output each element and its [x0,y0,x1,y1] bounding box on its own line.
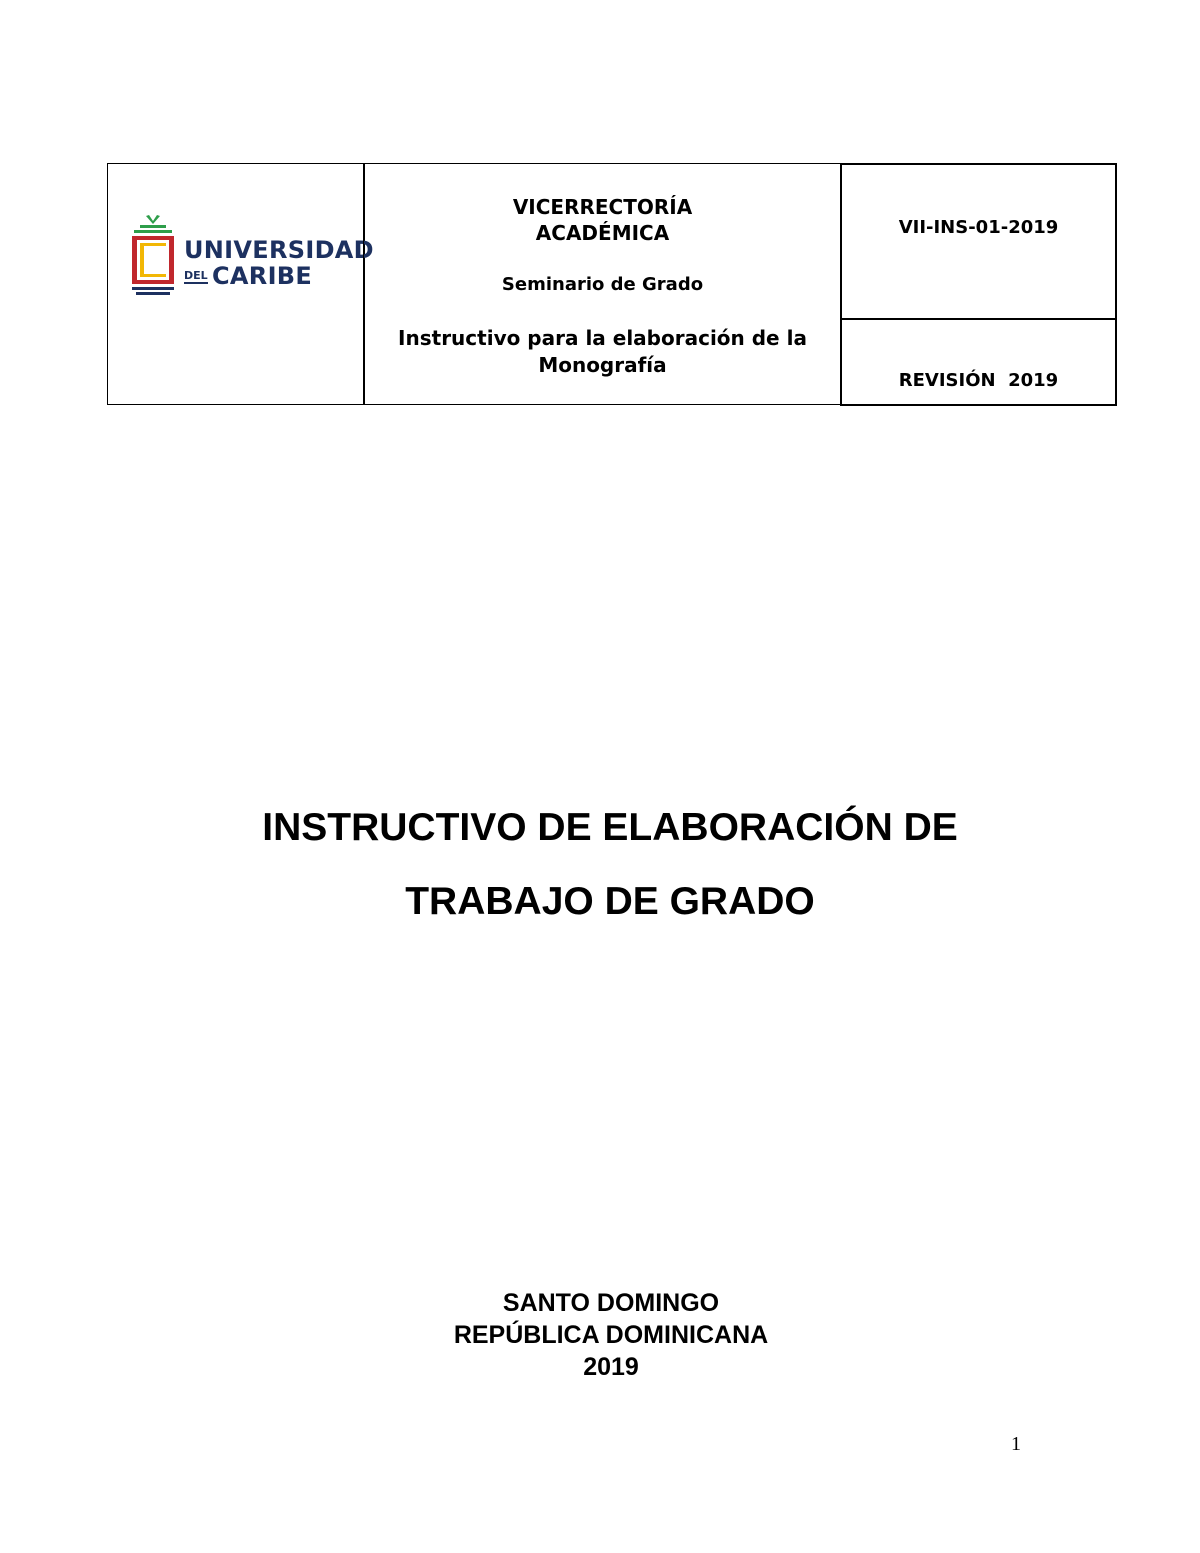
header-table [107,163,1117,405]
document-title-line2: TRABAJO DE GRADO [405,880,815,923]
document-code-cell [840,163,1117,320]
revision-label: REVISIÓN 2019 [898,370,1059,391]
university-emblem-icon [128,214,178,300]
city: SANTO DOMINGO [502,1289,720,1317]
logo-wordmark-del: DEL [184,269,208,282]
logo-cell [107,163,374,405]
course-name: Seminario de Grado [501,274,704,295]
document-subject-line2: Monografía [538,353,667,377]
page-number: 1 [1011,1433,1021,1455]
document-title-line1: INSTRUCTIVO DE ELABORACIÓN DE [262,806,958,849]
university-logo [128,214,374,300]
logo-wordmark-caribe: CARIBE [212,262,313,290]
year: 2019 [583,1353,639,1381]
department-name-line1: VICERRECTORÍA [512,195,693,219]
logo-wordmark-universidad: UNIVERSIDAD [184,236,374,264]
document-code: VII-INS-01-2019 [898,217,1059,238]
department-name-line2: ACADÉMICA [535,221,670,245]
country: REPÚBLICA DOMINICANA [453,1321,769,1349]
document-subject-line1: Instructivo para la elaboración de la [398,326,807,350]
department-cell [363,163,842,405]
revision-cell [840,318,1117,406]
